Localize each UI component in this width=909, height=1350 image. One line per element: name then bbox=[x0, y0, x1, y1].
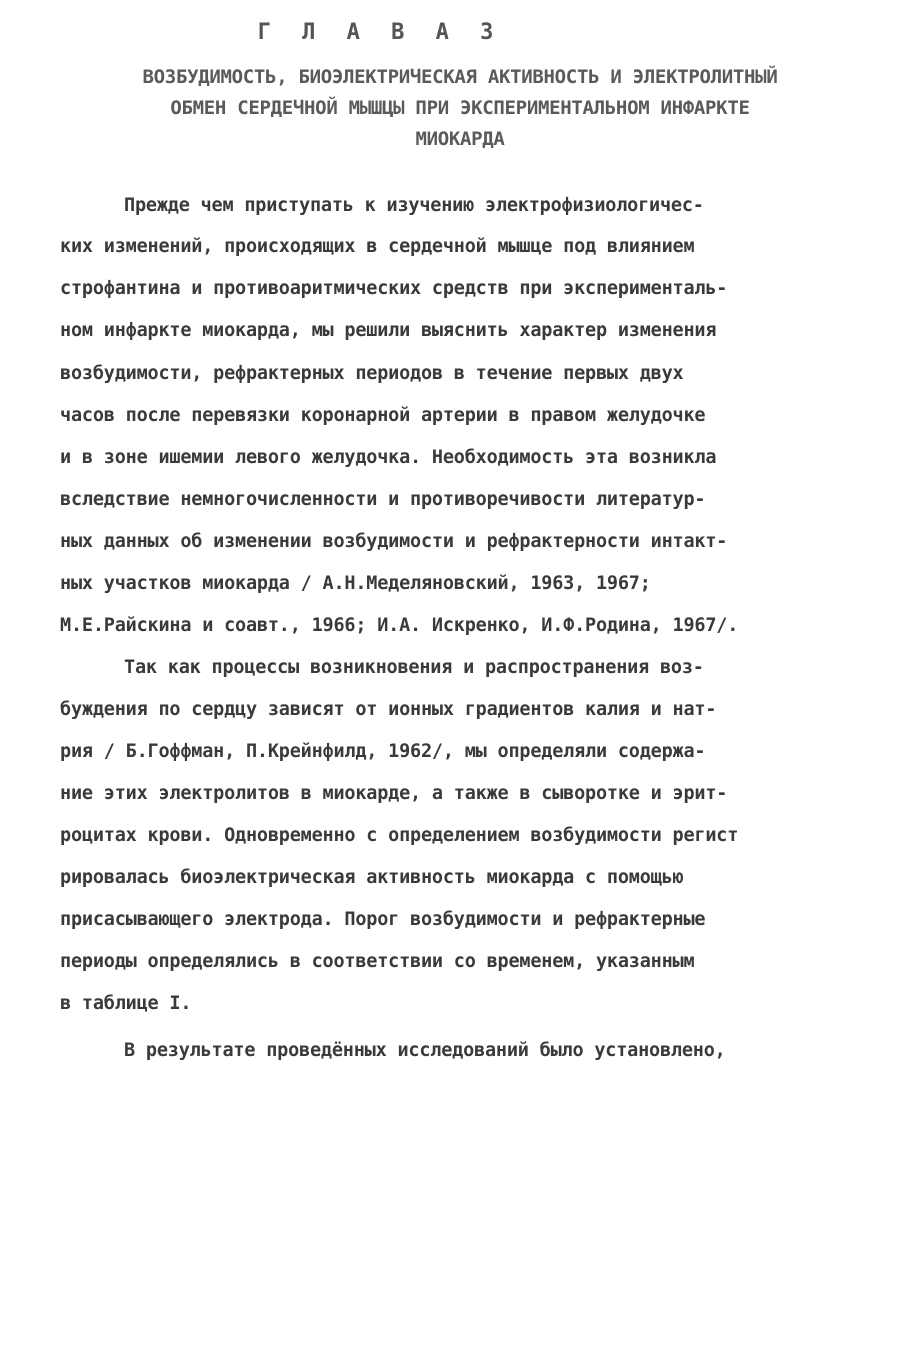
text-line: часов после перевязки коронарной артерии в правом желудочке bbox=[60, 405, 706, 426]
text-line: буждения по сердцу зависят от ионных градиентов калия и нат- bbox=[60, 699, 717, 720]
text-line: в таблице I. bbox=[60, 993, 192, 1014]
text-line: строфантина и противоаритмических средств при эксперименталь- bbox=[60, 278, 728, 299]
text-line: ных участков миокарда / А.Н.Меделяновский, 1963, 1967; bbox=[60, 573, 651, 594]
text-line: рия / Б.Гоффман, П.Крейнфилд, 1962/, мы определяли содержа- bbox=[60, 741, 706, 762]
text-line: В результате проведённых исследований было установлено, bbox=[124, 1040, 726, 1061]
chapter-title bbox=[60, 62, 860, 155]
text-line: ние этих электролитов в миокарде, а также в сыворотке и эрит- bbox=[60, 783, 728, 804]
text-line: Прежде чем приступать к изучению электрофизиологичес- bbox=[124, 195, 704, 216]
text-line: вследствие немногочисленности и противоречивости литератур- bbox=[60, 489, 706, 510]
text-line: М.Е.Райскина и соавт., 1966; И.А. Искренко, И.Ф.Родина, 1967/. bbox=[60, 615, 739, 636]
text-line: и в зоне ишемии левого желудочка. Необходимость эта возникла bbox=[60, 447, 717, 468]
text-line: ном инфаркте миокарда, мы решили выяснить характер изменения bbox=[60, 320, 717, 341]
chapter-title-line: МИОКАРДА bbox=[415, 128, 505, 150]
text-line: ных данных об изменении возбудимости и рефрактерности интакт- bbox=[60, 531, 728, 552]
chapter-heading: Г Л А В А 3 bbox=[257, 20, 503, 45]
text-line: роцитах крови. Одновременно с определением возбудимости регист bbox=[60, 825, 739, 846]
chapter-title-line: ВОЗБУДИМОСТЬ, БИОЭЛЕКТРИЧЕСКАЯ АКТИВНОСТЬ И ЭЛЕКТРОЛИТНЫЙ bbox=[142, 66, 778, 88]
chapter-title-line: ОБМЕН СЕРДЕЧНОЙ МЫШЦЫ ПРИ ЭКСПЕРИМЕНТАЛЬНОМ ИНФАРКТЕ bbox=[170, 97, 750, 119]
text-line: возбудимости, рефрактерных периодов в течение первых двух bbox=[60, 363, 684, 384]
text-line: ких изменений, происходящих в сердечной мышце под влиянием bbox=[60, 236, 695, 257]
text-line: Так как процессы возникновения и распространения воз- bbox=[124, 657, 704, 678]
text-line: периоды определялись в соответствии со временем, указанным bbox=[60, 951, 695, 972]
text-line: присасывающего электрода. Порог возбудимости и рефрактерные bbox=[60, 909, 706, 930]
text-line: рировалась биоэлектрическая активность миокарда с помощью bbox=[60, 867, 684, 888]
